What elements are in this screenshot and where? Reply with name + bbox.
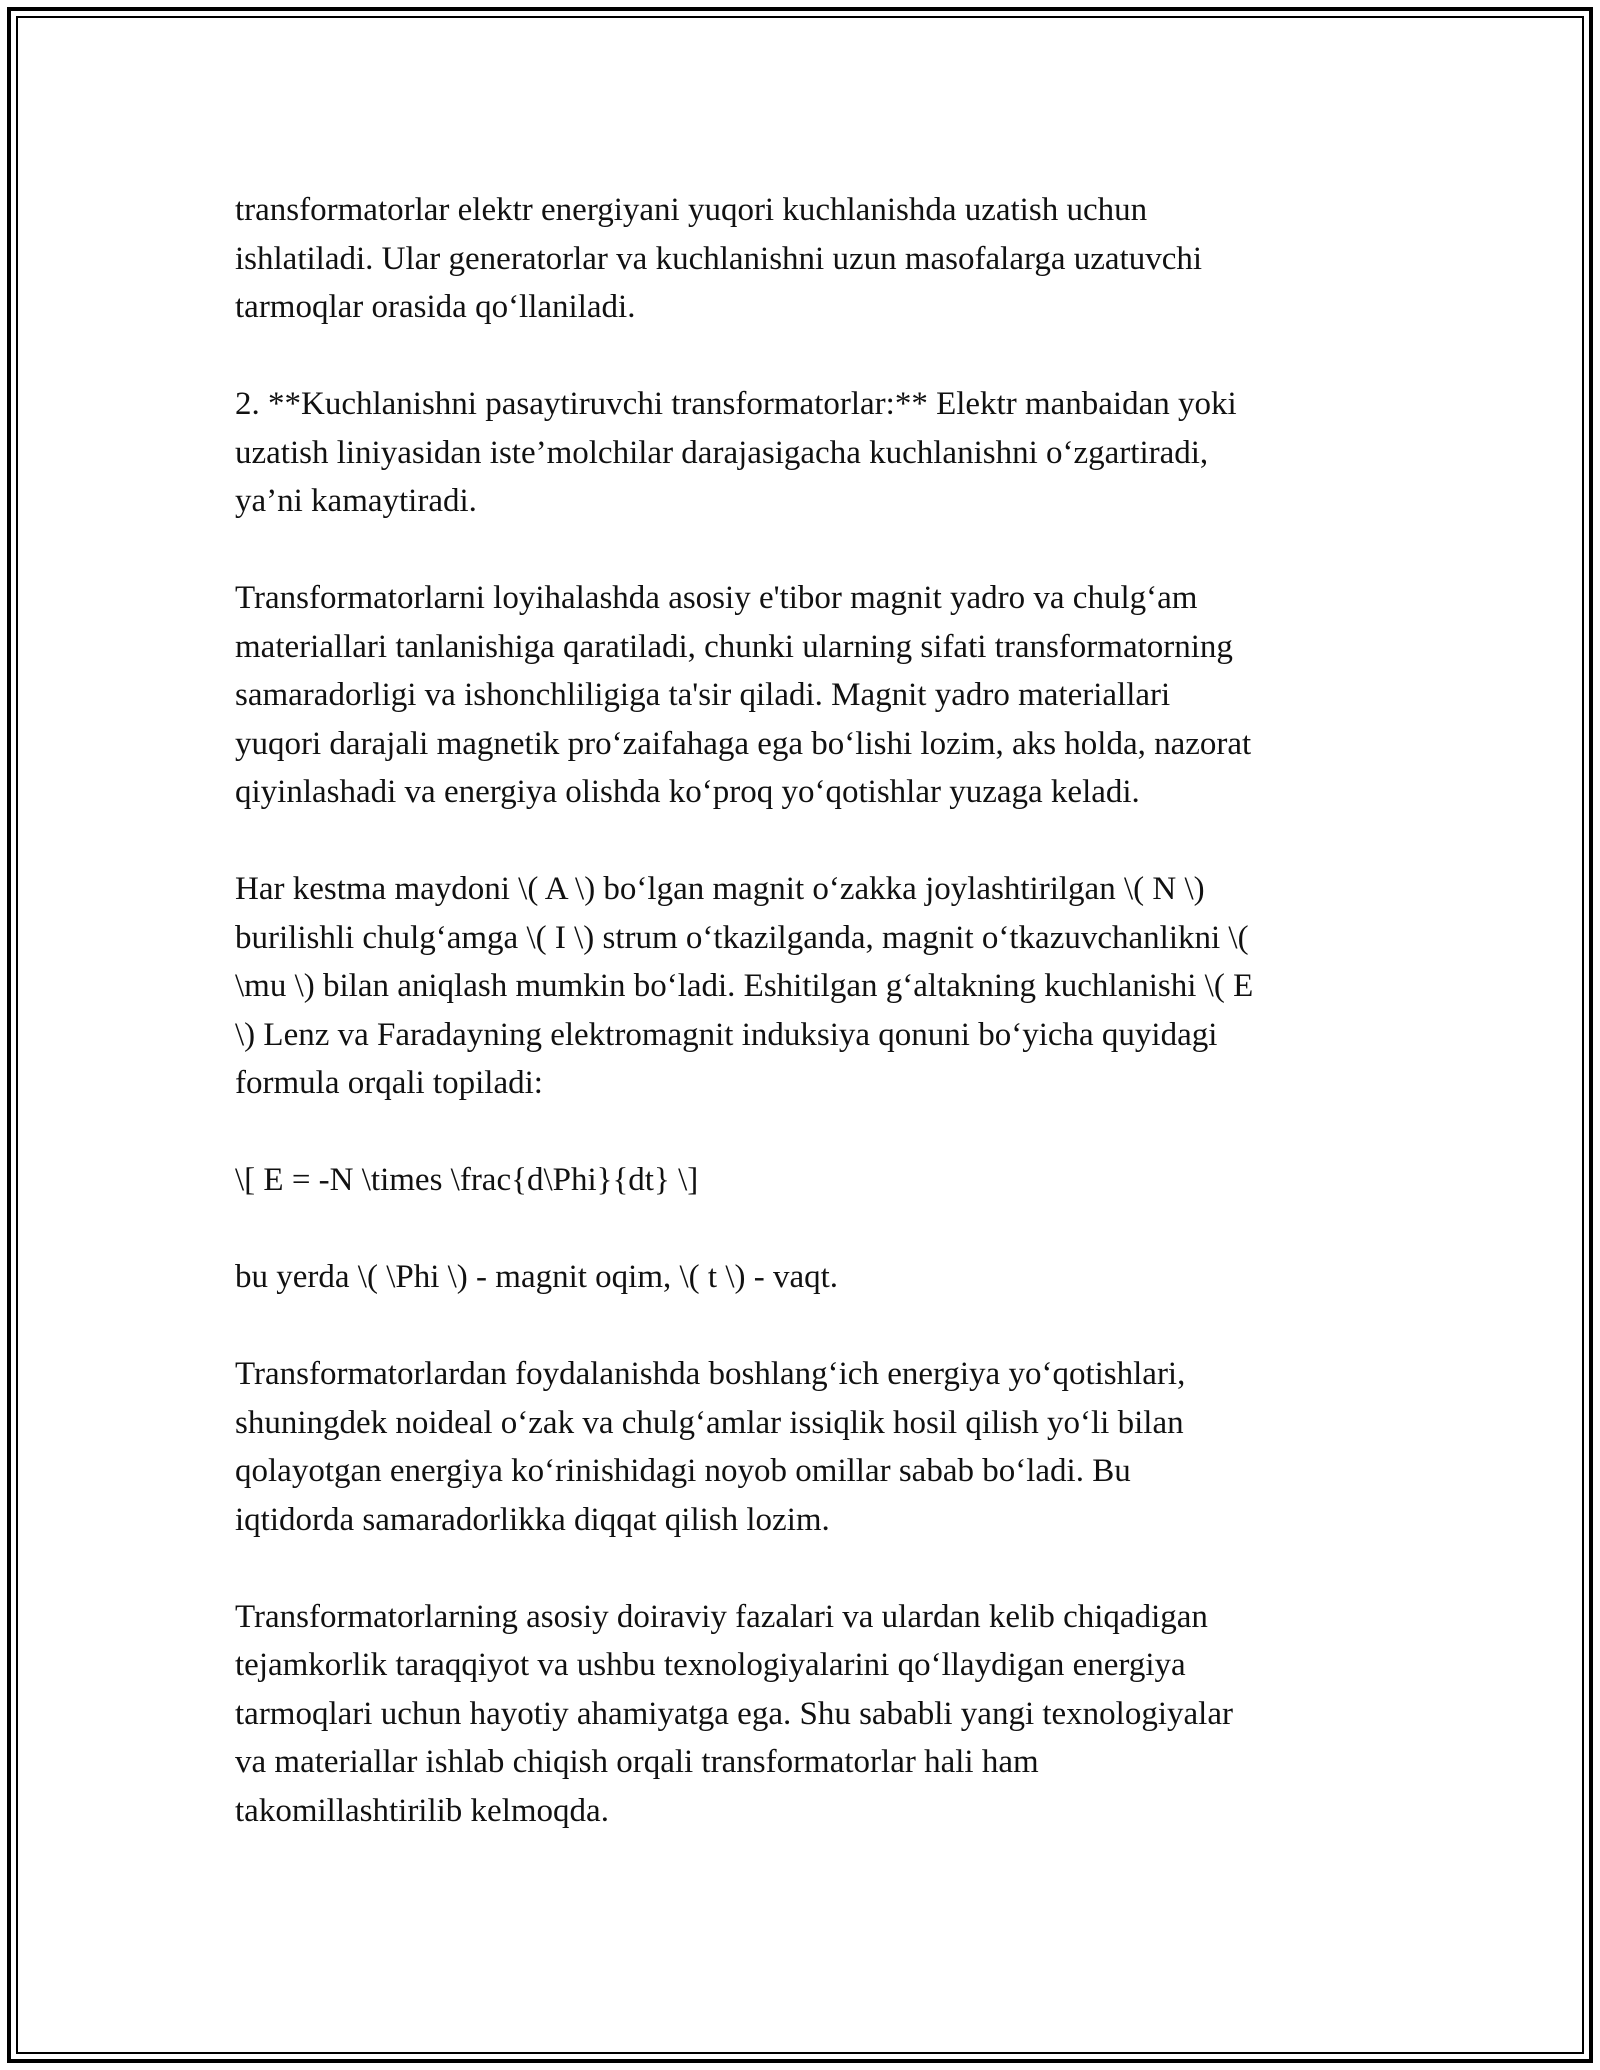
document-body	[235, 186, 1375, 1884]
paragraph-step-up-transformers: transformatorlar elektr energiyani yuqori kuchlanishda uzatish uchun ishlatiladi. Ular generatorlar va kuchlanishni uzun masofalarga uzatuvchi tarmoqlar orasida qo‘llaniladi.	[235, 192, 1203, 325]
paragraph-induction-law: Har kestma maydoni \( A \) bo‘lgan magnit o‘zakka joylashtirilgan \( N \) burilishli chulg‘amga \( I \) strum o‘tkazilganda, magnit o‘tkazuvchanlikni \( \mu \) bilan aniqlash mumkin bo‘ladi. Eshitilgan g‘altakning kuchlanishi \( E \) Lenz va Faradayning elektromagnit induksiya qonuni bo‘yicha quyidagi formula orqali topiladi:	[235, 871, 1254, 1101]
formula-emf: \[ E = -N \times \frac{d\Phi}{dt} \]	[235, 1162, 699, 1198]
paragraph-formula-legend: bu yerda \( \Phi \) - magnit oqim, \( t \) - vaqt.	[235, 1259, 839, 1295]
paragraph-core-materials: Transformatorlarni loyihalashda asosiy e'tibor magnit yadro va chulg‘am materiallari tanlanishiga qaratiladi, chunki ularning sifati transformatorning samaradorligi va ishonchliligiga ta'sir qiladi. Magnit yadro materiallari yuqori darajali magnetik pro‘zaifahaga ega bo‘lishi lozim, aks holda, nazorat qiyinlashadi va energiya olishda ko‘proq yo‘qotishlar yuzaga keladi.	[235, 580, 1252, 810]
paragraph-step-down-transformers: 2. **Kuchlanishni pasaytiruvchi transformatorlar:** Elektr manbaidan yoki uzatish liniyasidan iste’molchilar darajasigacha kuchlanishni o‘zgartiradi, ya’ni kamaytiradi.	[235, 386, 1237, 519]
paragraph-energy-losses: Transformatorlardan foydalanishda boshlang‘ich energiya yo‘qotishlari, shuningdek noideal o‘zak va chulg‘amlar issiqlik hosil qilish yo‘li bilan qolayotgan energiya ko‘rinishidagi noyob omillar sabab bo‘ladi. Bu iqtidorda samaradorlikka diqqat qilish lozim.	[235, 1356, 1186, 1538]
paragraph-conclusion: Transformatorlarning asosiy doiraviy fazalari va ulardan kelib chiqadigan tejamkorlik taraqqiyot va ushbu texnologiyalarini qo‘llaydigan energiya tarmoqlari uchun hayotiy ahamiyatga ega. Shu sababli yangi texnologiyalar va materiallar ishlab chiqish orqali transformatorlar hali ham takomillashtirilib kelmoqda.	[235, 1598, 1233, 1829]
